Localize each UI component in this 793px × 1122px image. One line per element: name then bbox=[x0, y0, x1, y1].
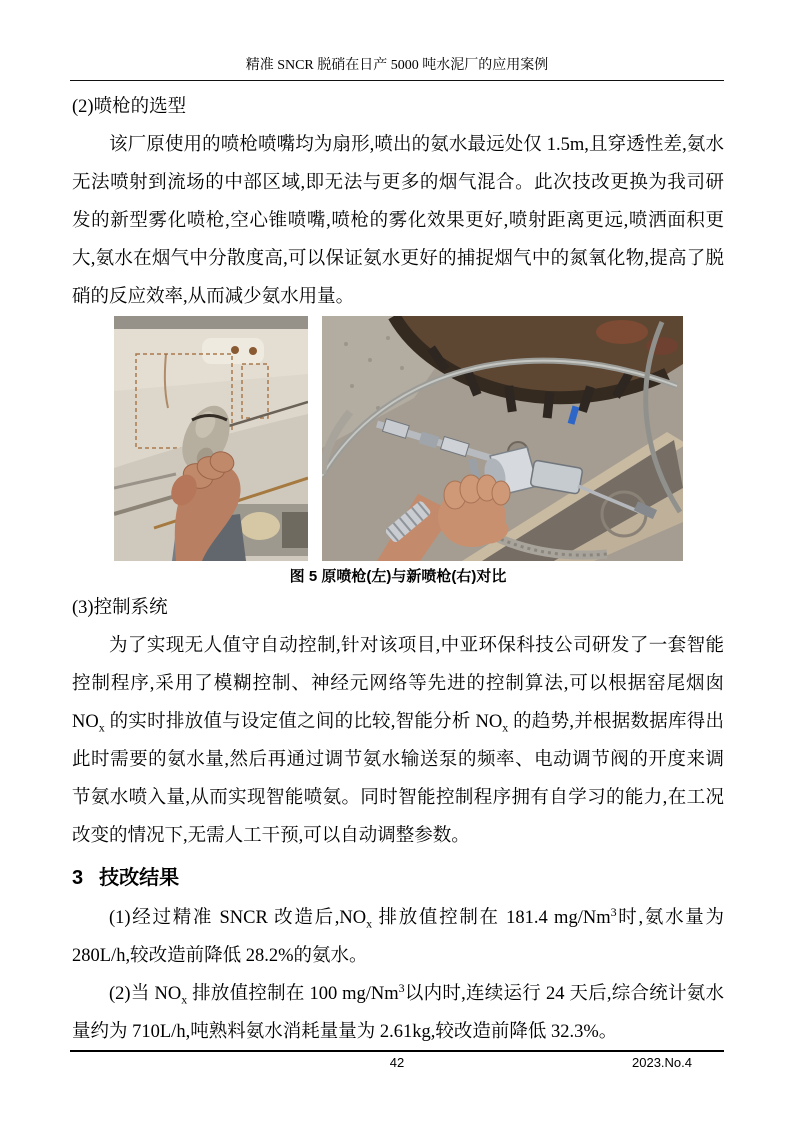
paragraph-nozzle: 该厂原使用的喷枪喷嘴均为扇形,喷出的氨水最远处仅 1.5m,且穿透性差,氨水无法喷射到流场的中部区域,即无法与更多的烟气混合。此次技改更换为我司研发的新型雾化喷枪,空心锥喷嘴,喷枪的雾化效果更好,喷射距离更远,喷洒面积更大,氨水在烟气中分散度高,可以保证氨水更好的捕捉烟气中的氮氧化物,提高了脱硝的反应效率,从而减少氨水用量。 bbox=[72, 135, 724, 307]
figure-5 bbox=[114, 316, 724, 561]
results-heading bbox=[72, 864, 724, 892]
new-spray-gun-illustration bbox=[322, 316, 683, 561]
section-heading-nozzle: (2)喷枪的选型 bbox=[72, 97, 187, 117]
original-spray-gun-illustration bbox=[114, 316, 308, 561]
page-number: 42 bbox=[389, 1055, 405, 1070]
results-heading-number: 3 bbox=[72, 867, 84, 889]
page-header bbox=[70, 56, 724, 81]
paragraph-result-2: (2)当 $NO_x$ 排放值控制在 100 mg/Nm$^3$以内时,连续运行 24 天后,综合统计氨水量约为 710L/h,吨熟料氨水消耗量量为 2.61kg,较改造前降低 32.3%。 bbox=[72, 980, 724, 1042]
new-spray-gun-photo bbox=[322, 316, 683, 561]
page-header-title: 精准 SNCR 脱硝在日产 5000 吨水泥厂的应用案例 bbox=[245, 58, 549, 73]
paragraph-control: 为了实现无人值守自动控制,针对该项目,中亚环保科技公司研发了一套智能控制程序,采用了模糊控制、神经元网络等先进的控制算法,可以根据窑尾烟囱 $NO_x$ 的实时排放值与设定值之间的比较,智能分析 $NO_x$ 的趋势,并根据数据库得出此时需要的氨水量,然后再通过调节氨水输送泵的频率、电动调节阀的开度来调节氨水喷入量,从而实现智能喷氨。同时智能控制程序拥有自学习的能力,在工况改变的情况下,无需人工干预,可以自动调整参数。 bbox=[72, 636, 724, 846]
section-heading-control: (3)控制系统 bbox=[72, 598, 168, 618]
original-spray-gun-photo bbox=[114, 316, 308, 561]
issue-number: 2023.No.4 bbox=[632, 1055, 692, 1070]
page-footer bbox=[70, 1050, 724, 1070]
page-content bbox=[72, 88, 724, 1051]
figure-5-caption: 图 5 原喷枪(左)与新喷枪(右)对比 bbox=[289, 568, 507, 585]
results-heading-title: 技改结果 bbox=[99, 867, 180, 889]
paragraph-result-1: (1)经过精准 SNCR 改造后$,NO_x$ 排放值控制在 181.4 mg/Nm$^3$时,氨水量为 280L/h,较改造前降低 28.2%的氨水。 bbox=[72, 904, 724, 966]
